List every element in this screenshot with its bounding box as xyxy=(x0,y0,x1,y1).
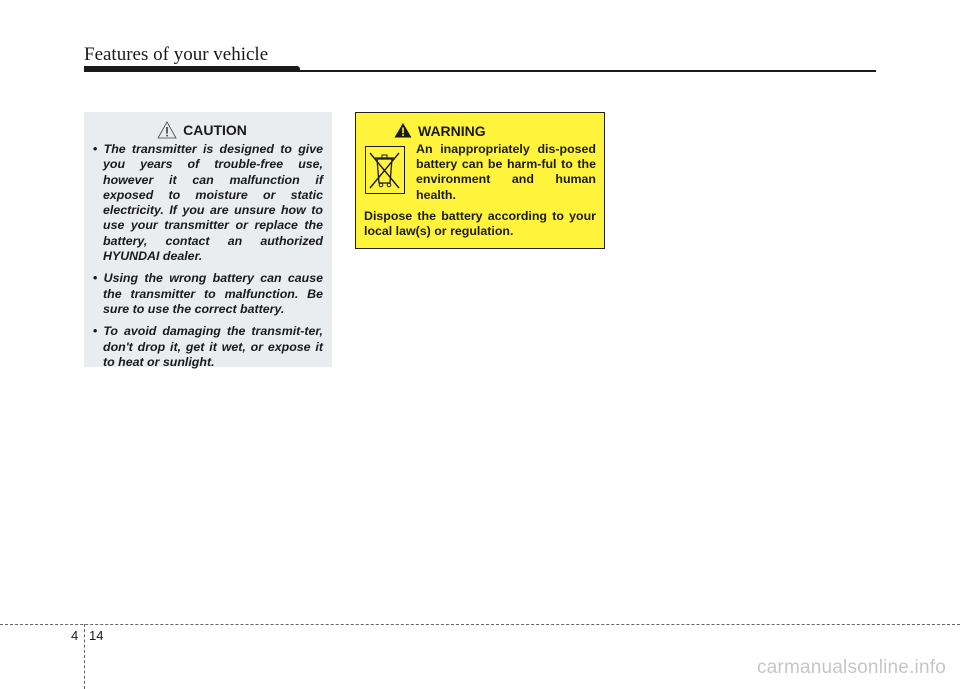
warning-foot-text: Dispose the battery according to your local law(s) or regulation. xyxy=(364,208,596,239)
watermark: carmanualsonline.info xyxy=(756,657,946,678)
caution-triangle-icon xyxy=(157,121,177,139)
header-bar-thin xyxy=(296,70,876,72)
caution-heading-row xyxy=(81,120,323,140)
warning-heading-row xyxy=(394,121,596,141)
page-number: 14 xyxy=(89,628,104,643)
page-chapter-number: 4 xyxy=(71,628,79,643)
caution-item: • To avoid damaging the transmit-ter, don't drop it, get it wet, or expose it to heat or sunlight. xyxy=(93,324,323,370)
caution-heading: CAUTION xyxy=(183,122,247,138)
header-bar-thick xyxy=(84,66,300,72)
warning-triangle-icon xyxy=(394,122,412,141)
caution-item: • Using the wrong battery can cause the transmitter to malfunction. Be sure to use the correct battery. xyxy=(93,271,323,317)
warning-heading: WARNING xyxy=(418,123,486,139)
warning-box xyxy=(355,112,605,249)
crossed-out-bin-icon xyxy=(365,146,405,194)
warning-main-text: An inappropriately dis-posed battery can be harm-ful to the environment and human health. xyxy=(416,142,596,202)
caution-item: • The transmitter is designed to give you years of trouble-free use, however it can malfunction if exposed to moisture or static electricity. If you are unsure how to use your transmitter or replace the battery, contact an authorized HYUNDAI dealer. xyxy=(93,142,323,264)
footer-dashed-line xyxy=(0,624,960,625)
warning-body xyxy=(364,142,596,239)
footer-dashed-divider xyxy=(84,624,85,689)
page-header-title: Features of your vehicle xyxy=(84,44,269,65)
caution-list xyxy=(93,142,323,370)
caution-box xyxy=(84,112,332,367)
